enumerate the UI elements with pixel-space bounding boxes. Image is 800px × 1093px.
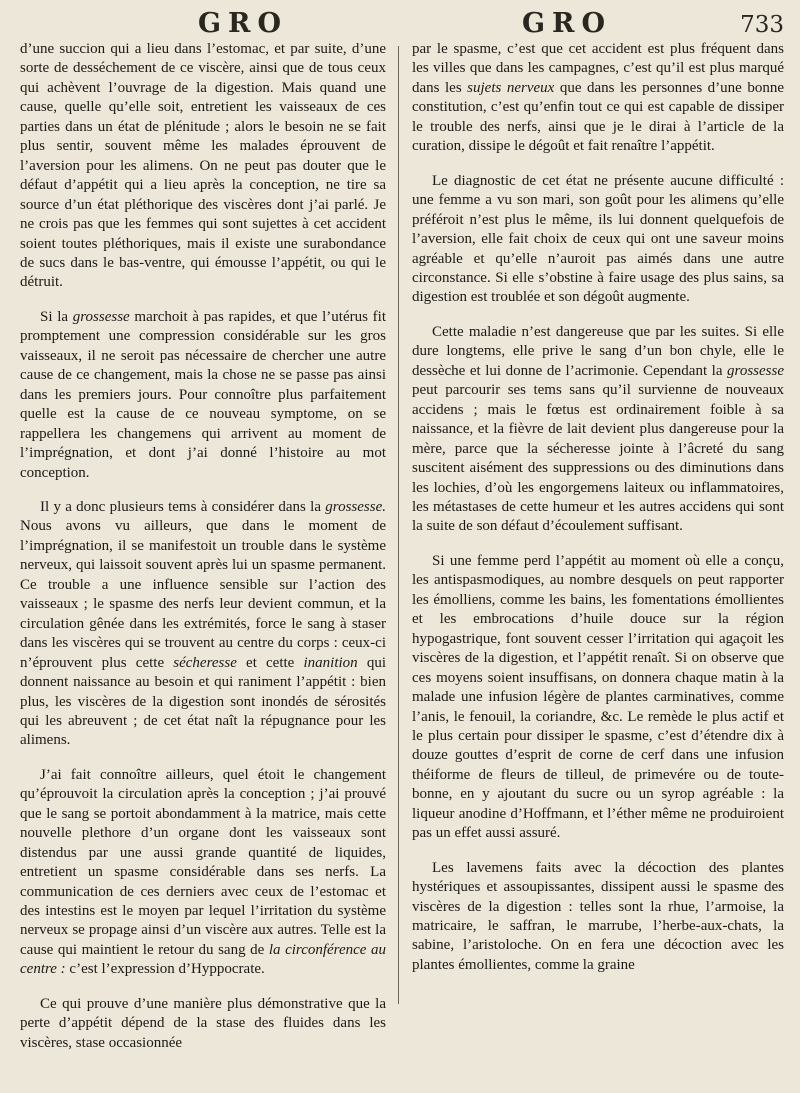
paragraph <box>20 308 386 483</box>
text-run: et cette <box>236 654 304 671</box>
text-run: Cette maladie n’est dangereuse que par les suites. Si elle dure longtems, elle prive le sang d’un bon chyle, elle le dessèche et lui donne de l’acrimonie. Cependant la <box>412 323 784 379</box>
text-run: qui donnent naissance au besoin et qui raniment l’appétit : bien plus, les viscères de la digestion sont inondés de sérosités qui les abreuvent ; de cet état naît la répugnance pour les alimens. <box>20 654 387 749</box>
text-run: Le diagnostic de cet état ne présente aucune difficulté : une femme a vu son mari, son goût pour les alimens qu’elle préféroit n’est plus le même, ils lui donnent quelquefois de l’aversion, elle fait choix de ceux qui ont une saveur moins agréable et qu’elle n’auroit pas aimés dans une autre circonstance. Si elle s’obstine à faire usage des plus sains, sa digestion est troublée et son dégoût augmente. <box>412 172 784 306</box>
text-run: Si la <box>40 308 73 325</box>
paragraph <box>412 40 784 157</box>
running-title-left: GRO <box>198 8 289 39</box>
italic-text: sujets nerveux <box>467 79 555 96</box>
paragraph <box>20 766 386 980</box>
paragraph <box>412 859 784 976</box>
paragraph <box>412 552 784 844</box>
running-title-right: GRO <box>522 8 613 39</box>
paragraph <box>412 172 784 308</box>
paragraph <box>20 40 386 293</box>
italic-text: sécheresse <box>173 654 237 671</box>
italic-text: grossesse <box>72 308 130 325</box>
text-run: Les lavemens faits avec la décoction des plantes hystériques et assoupissantes, dissipent aussi le spasme des viscères de la digestion : telles sont la rhue, l’armoise, la matricaire, le saffran, le marrube, l’herbe-aux-chats, la sabine, l’aristoloche. On en fera une décoction avec les plantes émollientes, comme la graine <box>412 859 784 973</box>
text-run: d’une succion qui a lieu dans l’estomac, et par suite, d’une sorte de desséchement de ce viscère, ainsi que de tous ceux qui achèvent l’ouvrage de la digestion. Mais quand une cause, quelle qu’elle soit, entretient les vaisseaux de ces parties dans un état de plénitude ; alors le besoin ne se fait plus sentir, souvent même les malades éprouvent de l’aversion pour les alimens. On ne peut pas douter que le défaut d’appétit qui a lieu après la conception, ne tire sa source d’un état pléthorique des viscères dont j’ai parlé. Je ne crois pas que les femmes qui sont sujettes à cet accident soient toutes pléthoriques, mais il existe une surabondance de sucs dans le bas-ventre, qui émousse l’appétit, ou qui le détruit. <box>20 41 386 291</box>
text-run: par le spasme, c’est que cet accident est plus fréquent dans les villes que dans les campagnes, c’est qu’il est plus marqué dans les <box>412 41 784 96</box>
right-column <box>412 40 784 975</box>
italic-text: grossesse. <box>325 498 386 515</box>
text-run: Il y a donc plusieurs tems à considérer dans la <box>40 498 326 515</box>
text-run: Ce qui prouve d’une manière plus démonstrative que la perte d’appétit dépend de la stase des fluides dans les viscères, stase occasionnée <box>20 995 386 1051</box>
paragraph <box>20 995 386 1053</box>
page-number: 733 <box>740 12 784 38</box>
running-header <box>0 8 800 42</box>
paragraph <box>20 498 386 751</box>
italic-text: grossesse <box>727 362 784 379</box>
text-run: peut parcourir ses tems sans qu’il survienne de nouveaux accidens ; mais le fœtus est ordinairement foible à sa naissance, et la fièvre de lait devient plus dangereuse pour la mère, parce que la sécheresse jointe à l’âcreté du sang suscitent aisément des suppressions ou des diminutions dans les lochies, d’où les engorgemens laiteux ou inflammatoires, les métastases de cette humeur et les autres accidens qui sont la suite de son défaut d’écoulement suffisant. <box>412 382 784 535</box>
text-run: Nous avons vu ailleurs, que dans le moment de l’imprégnation, il se manifestoit un trouble dans le système nerveux, qui laissoit souvent après lui un spasme permanent. Ce trouble a une influence sensible sur l’action des vaisseaux ; le spasme des nerfs leur devient commun, et la circulation gênée dans les extrémités, force le sang à staser dans les viscères qui se trouvent au centre du corps : ceux-ci n’éprouvent plus cette <box>20 518 386 671</box>
text-run: que dans les personnes d’une bonne constitution, c’est qu’enfin tout ce qui est capable de dissiper le trouble des nerfs, ainsi que je le dirai à l’article de la curation, dissipe le dégoût et fait renaître l’appétit. <box>412 79 784 155</box>
italic-text: inanition <box>303 654 358 671</box>
text-run: marchoit à pas rapides, et que l’utérus fit promptement une compression considérable sur les gros vaisseaux, il ne seroit pas nécessaire de chercher une autre cause de ce changement, mais la chose ne se passe pas ainsi dans les premiers jours. Pour connoître plus parfaitement quelle est la cause de ce nouveau symptome, on se rappellera les changemens qui arrivent au moment de l’imprégnation, et dont j’ai donné l’histoire au mot conception. <box>20 308 386 481</box>
text-run: Si une femme perd l’appétit au moment où elle a conçu, les antispasmodiques, au nombre desquels on peut rapporter les émolliens, comme les bains, les fomentations émollientes et les embrocations d’huile douce sur la région hypogastrique, font souvent cesser l’irritation qui agaçoit les viscères de la digestion, et l’appétit renaît. Si on observe que ces moyens soient insuffisans, on donnera chaque matin à la malade une infusion légère de plantes carminatives, comme l’anis, le fenouil, la coriandre, &c. Le remède le plus actif et le plus certain pour dissiper le spasme, c’est d’étendre dix à douze gouttes d’esprit de corne de cerf dans une infusion théiforme de fleurs de tilleul, de primevére ou de toute-bonne, en y ajoutant du sucre ou un syrop agréable : la liqueur anodine d’Hoffmann, et l’éther même ne produiroient pas un effet aussi assuré. <box>412 552 784 842</box>
left-column <box>20 40 386 1053</box>
paragraph <box>412 323 784 537</box>
column-divider <box>398 46 399 1004</box>
text-run: c’est l’expression d’Hyppocrate. <box>65 961 265 978</box>
italic-text: la circonférence au centre : <box>20 941 386 978</box>
text-run: J’ai fait connoître ailleurs, quel étoit le changement qu’éprouvoit la circulation après la conception ; j’ai prouvé que le sang se portoit abondamment à la matrice, mais cette nouvelle plethore d’un organe dont les vaisseaux sont distendus par une aussi grande quantité de liquides, entretient un spasme considérable dans ses nerfs. La communication de ces derniers avec ceux de l’estomac et des intestins est le moyen par lequel l’irritation du système nerveux se propage ainsi d’un viscère aux autres. Telle est la cause qui maintient le retour du sang de <box>20 766 386 958</box>
